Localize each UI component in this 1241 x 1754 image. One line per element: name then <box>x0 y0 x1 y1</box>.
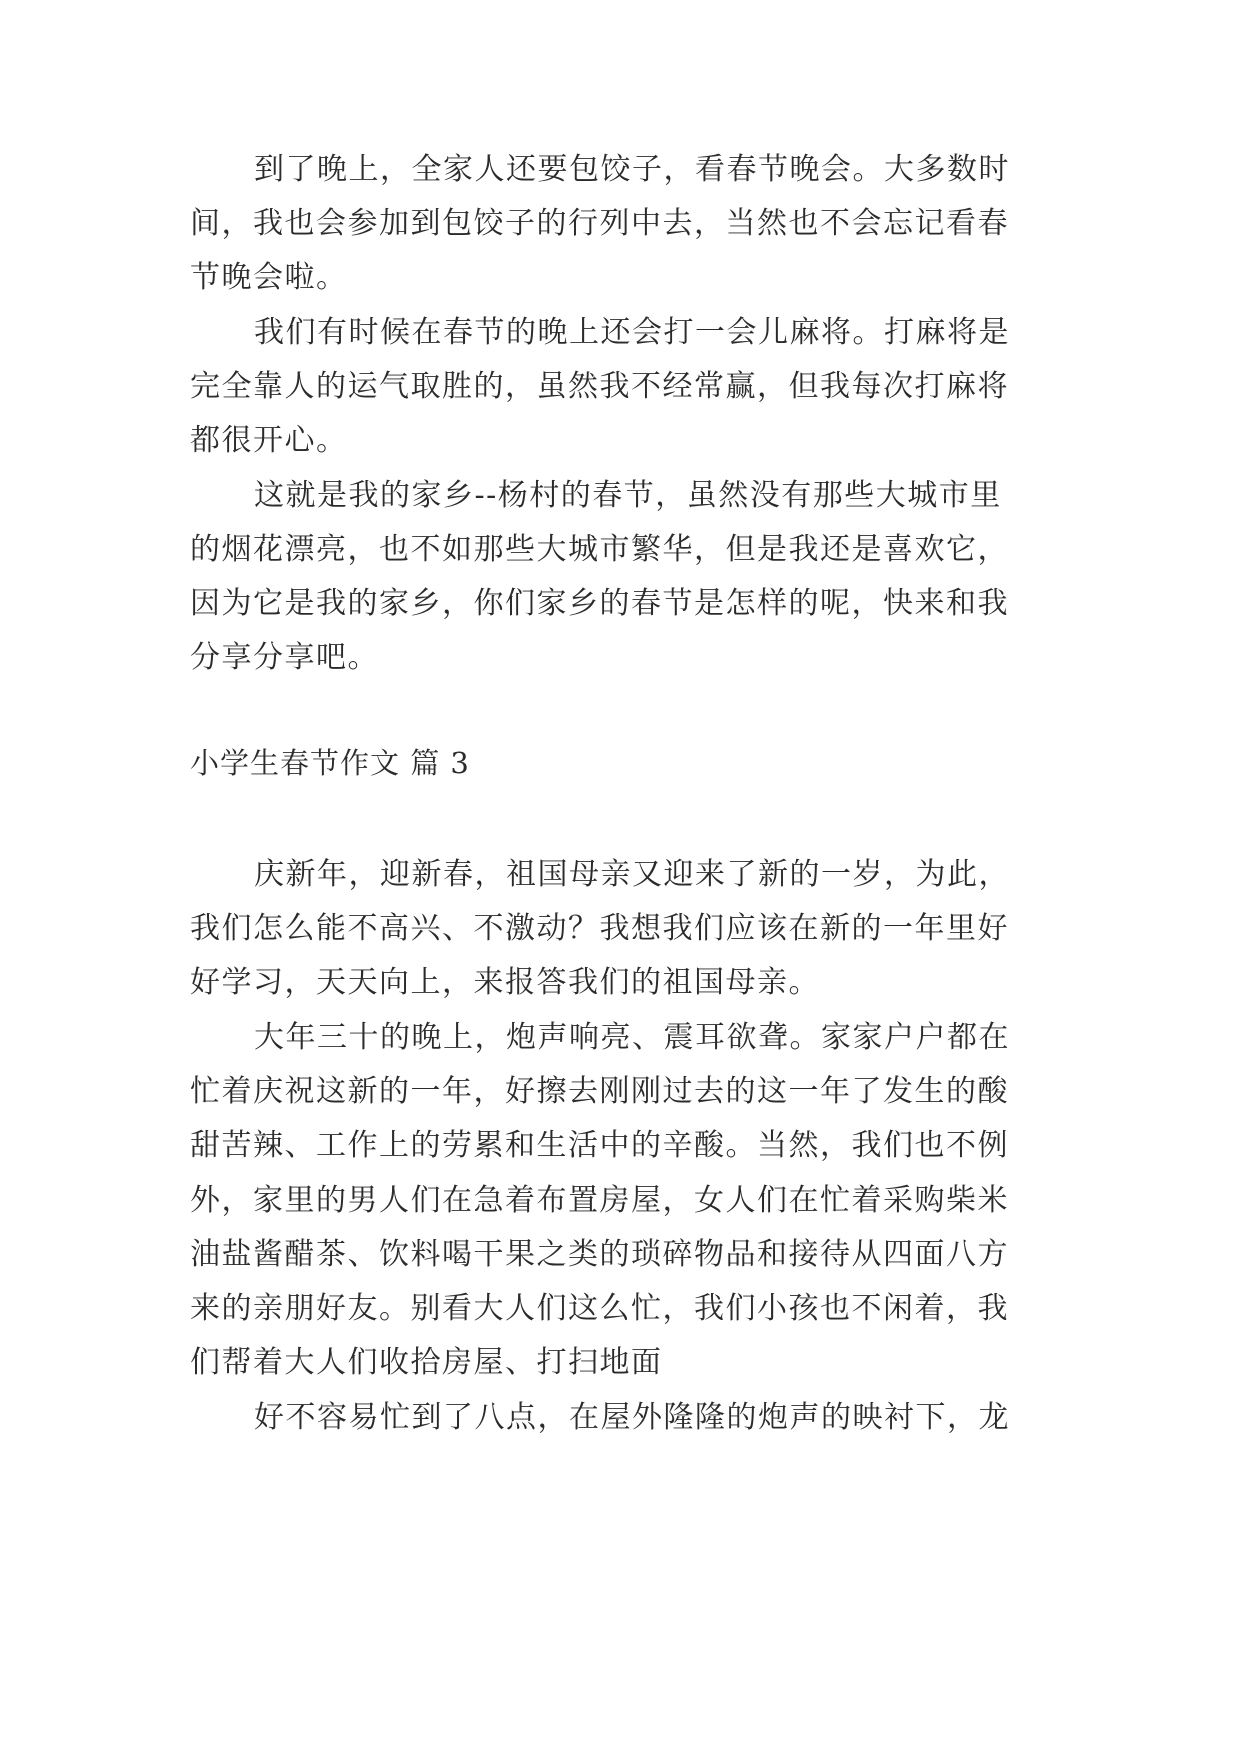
paragraph-line: 来的亲朋好友。别看大人们这么忙，我们小孩也不闲着，我 <box>190 1291 1009 1326</box>
paragraph-line: 分享分享吧。 <box>190 640 379 675</box>
section-heading: 小学生春节作文 篇 3 <box>190 746 470 780</box>
paragraph-line: 都很开心。 <box>190 423 348 458</box>
paragraph-line: 好学习，天天向上，来报答我们的祖国母亲。 <box>190 965 820 1000</box>
paragraph-line: 忙着庆祝这新的一年，好擦去刚刚过去的这一年了发生的酸 <box>190 1074 1009 1109</box>
paragraph-line: 外，家里的男人们在急着布置房屋，女人们在忙着采购柴米 <box>190 1183 1009 1218</box>
paragraph-line: 甜苦辣、工作上的劳累和生活中的辛酸。当然，我们也不例 <box>190 1128 1009 1163</box>
paragraph-line: 好不容易忙到了八点，在屋外隆隆的炮声的映衬下，龙 <box>254 1400 1010 1435</box>
paragraph-line: 间，我也会参加到包饺子的行列中去，当然也不会忘记看春 <box>190 206 1009 241</box>
paragraph-line: 这就是我的家乡--杨村的春节，虽然没有那些大城市里 <box>254 478 1002 513</box>
paragraph-line: 我们有时候在春节的晚上还会打一会儿麻将。打麻将是 <box>254 315 1010 350</box>
paragraph-line: 庆新年，迎新春，祖国母亲又迎来了新的一岁，为此， <box>254 857 1010 892</box>
paragraph-line: 油盐酱醋茶、饮料喝干果之类的琐碎物品和接待从四面八方 <box>190 1237 1009 1272</box>
paragraph-line: 我们怎么能不高兴、不激动？我想我们应该在新的一年里好 <box>190 911 1009 946</box>
paragraph-line: 的烟花漂亮，也不如那些大城市繁华，但是我还是喜欢它， <box>190 532 1009 567</box>
paragraph-line: 节晚会啦。 <box>190 260 348 295</box>
paragraph-line: 们帮着大人们收拾房屋、打扫地面 <box>190 1345 663 1380</box>
paragraph-line: 到了晚上，全家人还要包饺子，看春节晚会。大多数时 <box>254 152 1010 187</box>
paragraph-line: 因为它是我的家乡，你们家乡的春节是怎样的呢，快来和我 <box>190 586 1009 621</box>
paragraph-line: 完全靠人的运气取胜的，虽然我不经常赢，但我每次打麻将 <box>190 369 1009 404</box>
paragraph-line: 大年三十的晚上，炮声响亮、震耳欲聋。家家户户都在 <box>254 1020 1010 1055</box>
